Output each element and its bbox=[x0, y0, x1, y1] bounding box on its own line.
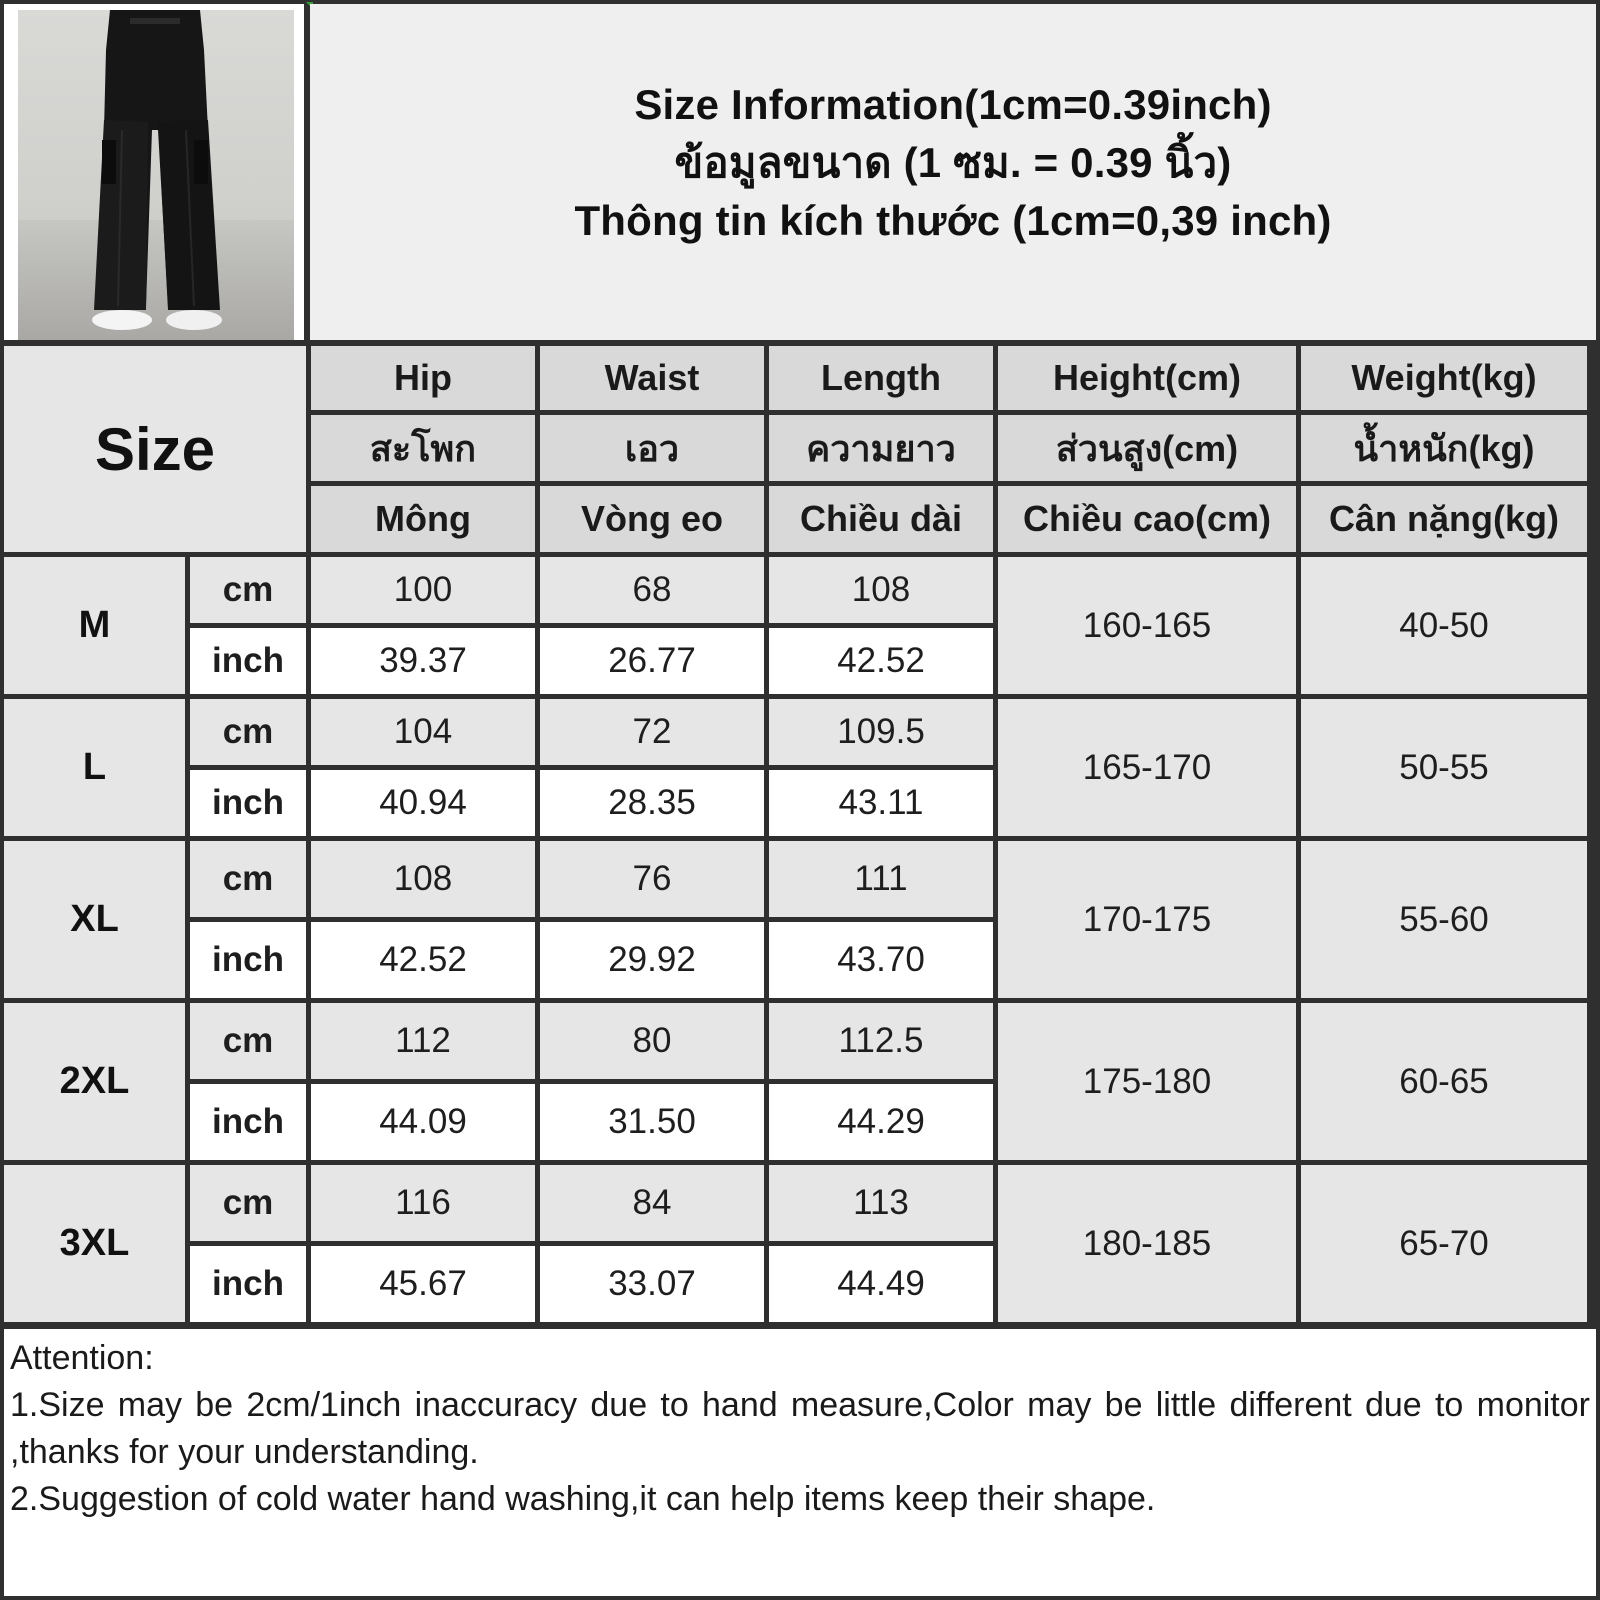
3xl-height: 180-185 bbox=[998, 1165, 1296, 1322]
col-header-hip-vi: Mông bbox=[311, 486, 535, 552]
3xl-hip-inch: 45.67 bbox=[311, 1246, 535, 1322]
xl-length-inch: 43.70 bbox=[769, 922, 993, 998]
col-header-height-en: Height(cm) bbox=[998, 346, 1296, 410]
col-header-height-vi: Chiều cao(cm) bbox=[998, 486, 1296, 552]
attention-note-2: 2.Suggestion of cold water hand washing,it can help items keep their shape. bbox=[10, 1480, 1156, 1518]
xl-hip-inch: 42.52 bbox=[311, 922, 535, 998]
unit-inch: inch bbox=[190, 770, 306, 836]
xl-length-cm: 111 bbox=[769, 841, 993, 917]
3xl-weight: 65-70 bbox=[1301, 1165, 1587, 1322]
size-label-m: M bbox=[4, 557, 185, 694]
col-header-length-en: Length bbox=[769, 346, 993, 410]
attention-notes bbox=[4, 1329, 1596, 1596]
l-waist-inch: 28.35 bbox=[540, 770, 764, 836]
unit-cm: cm bbox=[190, 841, 306, 917]
m-length-inch: 42.52 bbox=[769, 628, 993, 694]
l-hip-inch: 40.94 bbox=[311, 770, 535, 836]
m-waist-inch: 26.77 bbox=[540, 628, 764, 694]
m-hip-inch: 39.37 bbox=[311, 628, 535, 694]
title-vietnamese: Thông tin kích thước (1cm=0,39 inch) bbox=[574, 197, 1332, 244]
l-length-cm: 109.5 bbox=[769, 699, 993, 765]
size-label-l: L bbox=[4, 699, 185, 836]
2xl-length-inch: 44.29 bbox=[769, 1084, 993, 1160]
l-waist-cm: 72 bbox=[540, 699, 764, 765]
size-label-xl: XL bbox=[4, 841, 185, 998]
2xl-weight: 60-65 bbox=[1301, 1003, 1587, 1160]
unit-cm: cm bbox=[190, 557, 306, 623]
size-table bbox=[4, 346, 1596, 1322]
col-header-length-vi: Chiều dài bbox=[769, 486, 993, 552]
m-hip-cm: 100 bbox=[311, 557, 535, 623]
unit-cm: cm bbox=[190, 699, 306, 765]
size-label-3xl: 3XL bbox=[4, 1165, 185, 1322]
3xl-waist-cm: 84 bbox=[540, 1165, 764, 1241]
col-header-height-th: ส่วนสูง(cm) bbox=[998, 415, 1296, 481]
title-english: Size Information(1cm=0.39inch) bbox=[634, 81, 1272, 128]
xl-weight: 55-60 bbox=[1301, 841, 1587, 998]
3xl-length-cm: 113 bbox=[769, 1165, 993, 1241]
unit-cm: cm bbox=[190, 1003, 306, 1079]
3xl-hip-cm: 116 bbox=[311, 1165, 535, 1241]
attention-note-1: 1.Size may be 2cm/1inch inaccuracy due to hand measure,Color may be little different due to monitor ,thanks for your understanding. bbox=[10, 1386, 1590, 1471]
col-header-waist-th: เอว bbox=[540, 415, 764, 481]
col-header-waist-vi: Vòng eo bbox=[540, 486, 764, 552]
col-header-length-th: ความยาว bbox=[769, 415, 993, 481]
col-header-hip-en: Hip bbox=[311, 346, 535, 410]
size-label-2xl: 2XL bbox=[4, 1003, 185, 1160]
m-length-cm: 108 bbox=[769, 557, 993, 623]
xl-waist-cm: 76 bbox=[540, 841, 764, 917]
xl-height: 170-175 bbox=[998, 841, 1296, 998]
m-weight: 40-50 bbox=[1301, 557, 1587, 694]
l-length-inch: 43.11 bbox=[769, 770, 993, 836]
unit-inch: inch bbox=[190, 1246, 306, 1322]
m-height: 160-165 bbox=[998, 557, 1296, 694]
product-photo-cell bbox=[4, 4, 304, 340]
3xl-length-inch: 44.49 bbox=[769, 1246, 993, 1322]
l-weight: 50-55 bbox=[1301, 699, 1587, 836]
2xl-waist-inch: 31.50 bbox=[540, 1084, 764, 1160]
l-hip-cm: 104 bbox=[311, 699, 535, 765]
2xl-height: 175-180 bbox=[998, 1003, 1296, 1160]
m-waist-cm: 68 bbox=[540, 557, 764, 623]
col-header-hip-th: สะโพก bbox=[311, 415, 535, 481]
2xl-length-cm: 112.5 bbox=[769, 1003, 993, 1079]
unit-cm: cm bbox=[190, 1165, 306, 1241]
2xl-hip-cm: 112 bbox=[311, 1003, 535, 1079]
unit-inch: inch bbox=[190, 922, 306, 998]
title-block bbox=[310, 4, 1596, 340]
pants-illustration-icon bbox=[18, 10, 294, 340]
col-header-weight-th: น้ำหนัก(kg) bbox=[1301, 415, 1587, 481]
2xl-waist-cm: 80 bbox=[540, 1003, 764, 1079]
l-height: 165-170 bbox=[998, 699, 1296, 836]
title-thai: ข้อมูลขนาด (1 ซม. = 0.39 นิ้ว) bbox=[674, 139, 1232, 186]
size-header: Size bbox=[4, 346, 306, 552]
black-wide-leg-cargo-pants-photo bbox=[18, 10, 294, 340]
col-header-weight-en: Weight(kg) bbox=[1301, 346, 1587, 410]
unit-inch: inch bbox=[190, 628, 306, 694]
col-header-weight-vi: Cân nặng(kg) bbox=[1301, 486, 1587, 552]
3xl-waist-inch: 33.07 bbox=[540, 1246, 764, 1322]
xl-hip-cm: 108 bbox=[311, 841, 535, 917]
2xl-hip-inch: 44.09 bbox=[311, 1084, 535, 1160]
col-header-waist-en: Waist bbox=[540, 346, 764, 410]
unit-inch: inch bbox=[190, 1084, 306, 1160]
xl-waist-inch: 29.92 bbox=[540, 922, 764, 998]
attention-heading: Attention: bbox=[10, 1339, 154, 1377]
